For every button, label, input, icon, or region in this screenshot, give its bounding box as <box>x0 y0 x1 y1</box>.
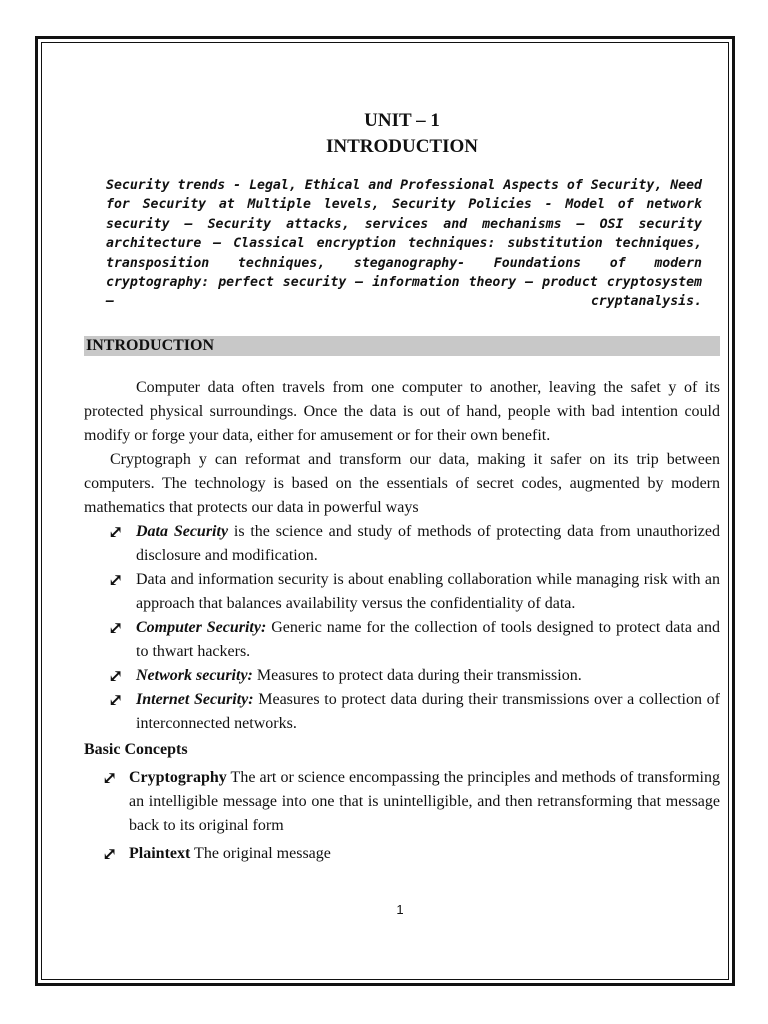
list-item-text: Generic name for the collection of tools designed to protect data and to thwart hackers. <box>136 618 720 660</box>
list-item <box>84 838 720 866</box>
list-item-text: The original message <box>190 844 331 862</box>
diagonal-arrow-icon: ⤢ <box>108 689 124 710</box>
section-heading: INTRODUCTION <box>84 336 720 356</box>
page-number: 1 <box>396 902 404 917</box>
list-item-text: is the science and study of methods of protecting data from unauthorized disclosure and modification. <box>136 522 720 564</box>
list-item-term: Cryptography <box>129 768 227 786</box>
list-item-text: Measures to protect data during their transmissions over a collection of interconnected networks. <box>136 690 721 732</box>
list-item-text: The art or science encompassing the principles and methods of transforming an intelligible message into one that is unintelligible, and then retransforming that message back to its original form <box>129 768 720 834</box>
list-item-text: Data and information security is about enabling collaboration while managing risk with an approach that balances availability versus the confidentiality of data. <box>136 570 720 612</box>
security-definitions-list <box>84 520 720 736</box>
list-item <box>84 520 720 568</box>
list-item <box>84 616 720 664</box>
intro-paragraph-1: Computer data often travels from one computer to another, leaving the safet y of its protected physical surroundings. Once the data is out of hand, people with bad intention could modify or forge your data, either for amusement or for their own benefit. <box>84 378 720 444</box>
basic-concepts-list <box>84 762 720 866</box>
diagonal-arrow-icon: ⤢ <box>108 521 124 542</box>
diagonal-arrow-icon: ⤢ <box>102 843 118 864</box>
intro-paragraph-2: Cryptograph y can reformat and transform our data, making it safer on its trip between computers. The technology is based on the essentials of secret codes, augmented by modern mathematics that protects our data in powerful ways <box>84 450 720 516</box>
unit-title: UNIT – 1 <box>364 110 440 131</box>
list-item-term: Internet Security: <box>136 690 254 708</box>
basic-concepts-heading: Basic Concepts <box>84 740 188 758</box>
list-item-term: Data Security <box>136 522 229 540</box>
diagonal-arrow-icon: ⤢ <box>108 665 124 686</box>
list-item <box>84 688 720 736</box>
syllabus-summary: Security trends - Legal, Ethical and Professional Aspects of Security, Need for Security at Multiple levels, Security Policies - Model of network security – Security attacks, services and mechanisms – OSI security architecture – Classical encryption techniques: substitution techniques, transposition techniques, steganography- Foundations of modern cryptography: perfect security – information theory – product cryptosystem – cryptanalysis. <box>106 178 702 310</box>
diagonal-arrow-icon: ⤢ <box>102 767 118 788</box>
list-item-term: Network security: <box>136 666 253 684</box>
diagonal-arrow-icon: ⤢ <box>108 617 124 638</box>
document-body <box>84 108 720 866</box>
list-item <box>84 762 720 838</box>
page-title: INTRODUCTION <box>325 136 479 157</box>
list-item-term: Plaintext <box>129 844 191 862</box>
list-item <box>84 568 720 616</box>
diagonal-arrow-icon: ⤢ <box>108 569 124 590</box>
list-item <box>84 664 720 688</box>
list-item-term: Computer Security: <box>136 618 267 636</box>
list-item-text: Measures to protect data during their transmission. <box>252 666 582 684</box>
